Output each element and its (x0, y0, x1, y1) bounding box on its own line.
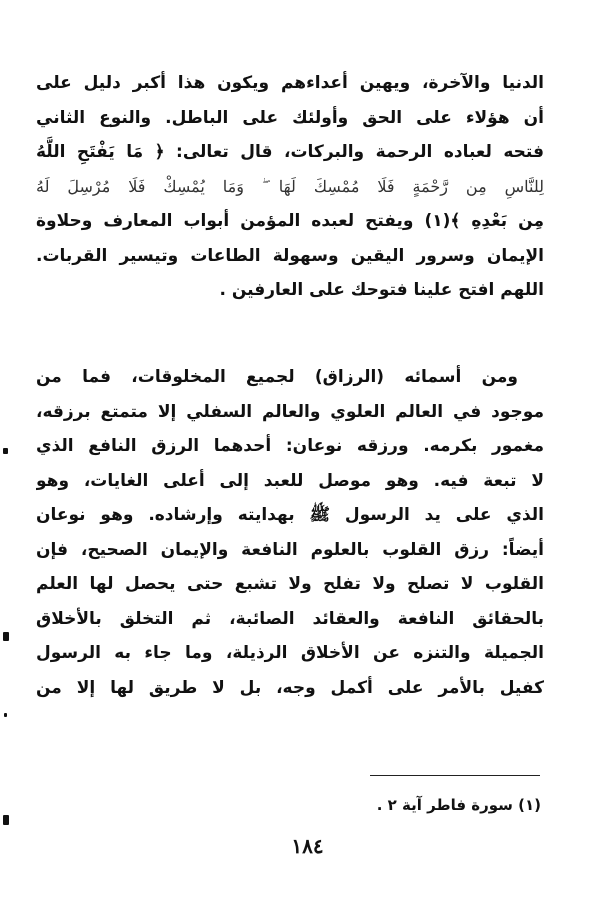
text-line: اللهم افتح علينا فتوحك على العارفين . (219, 280, 544, 300)
scan-speck (3, 632, 9, 641)
footnote-divider (370, 775, 540, 776)
page-number: ١٨٤ (291, 834, 324, 858)
scan-speck (3, 815, 9, 825)
text-line: مِن بَعْدِهِ ﴾(١) ويفتح لعبده المؤمن أبواب المعارف وحلاوة (36, 211, 544, 231)
text-line: فتحه لعباده الرحمة والبركات، قال تعالى: ﴿ مَا يَفْتَحِ اللَّهُ (36, 142, 544, 162)
text-line: الجميلة والتنزه عن الأخلاق الرذيلة، وما جاء به الرسول (36, 643, 544, 663)
text-line: ومن أسمائه (الرزاق) لجميع المخلوقات، فما من (36, 367, 518, 387)
text-line: موجود في العالم العلوي والعالم السفلي إلا متمتع برزقه، (36, 401, 544, 422)
text-line: مغمور بكرمه. ورزقه نوعان: أحدهما الرزق النافع الذي (36, 436, 544, 456)
text-line: كفيل بالأمر على أكمل وجه، بل لا طريق لها إلا من (36, 677, 544, 698)
paragraph-1 (36, 66, 544, 308)
scan-speck (3, 448, 8, 454)
text-line: لا تبعة فيه. وهو موصل للعبد إلى أعلى الغايات، وهو (36, 470, 544, 491)
quran-verse-line: لِلنَّاسِ مِن رَّحْمَةٍ فَلَا مُمْسِكَ لَهَا ۖ وَمَا يُمْسِكْ فَلَا مُرْسِلَ لَهُ (36, 176, 544, 196)
text-line: أن هؤلاء على الحق وأولئك على الباطل. والنوع الثاني (36, 107, 544, 128)
scan-speck (4, 713, 7, 717)
text-line: أيضاً: رزق القلوب بالعلوم النافعة والإيمان الصحيح، فإن (36, 539, 544, 560)
text-line: الإيمان وسرور اليقين وسهولة الطاعات وتيسير القربات. (36, 245, 544, 266)
paragraph-2 (36, 360, 544, 705)
text-line: القلوب لا تصلح ولا تفلح ولا تشبع حتى يحصل لها العلم (36, 574, 544, 594)
text-line: الذي على يد الرسول ﷺ بهدايته وإرشاده. وهو نوعان (36, 505, 544, 525)
text-line: بالحقائق النافعة والعقائد الصائبة، ثم التخلق بالأخلاق (36, 608, 544, 629)
footnote: (١) سورة فاطر آية ٢ . (376, 796, 541, 814)
text-line: الدنيا والآخرة، ويهين أعداءهم ويكون هذا أكبر دليل على (36, 73, 544, 93)
